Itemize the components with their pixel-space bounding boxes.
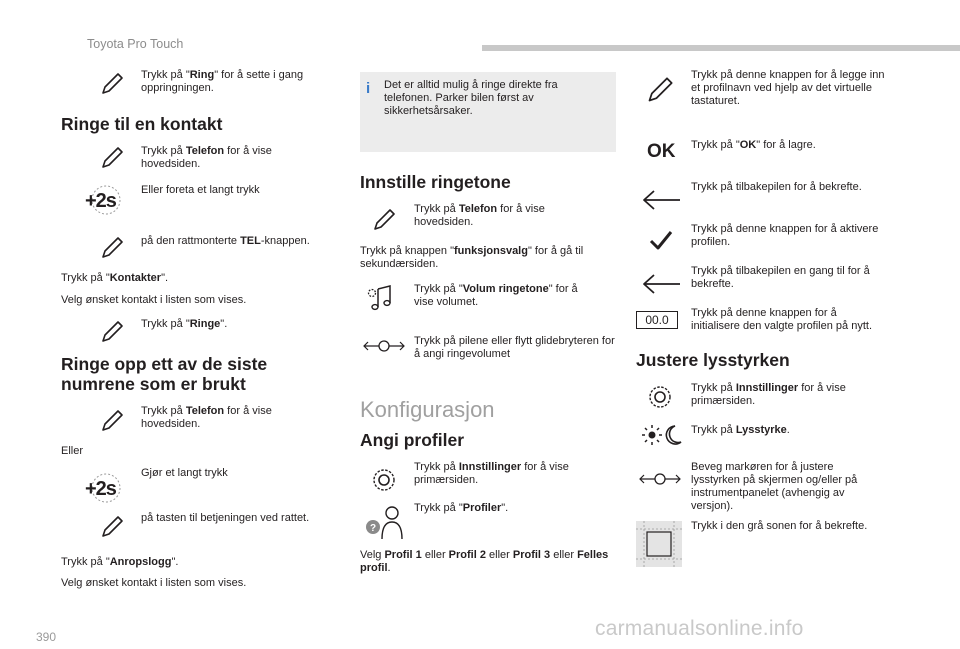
badge-2s: +2s	[85, 190, 116, 212]
info-note-text: Det er alltid mulig å ringe direkte fra telefonen. Parker bilen først av sikkerhetsårsaker.	[384, 79, 558, 117]
ring-text: Trykk på "Ring" for å sette i gang oppringningen.	[141, 69, 304, 94]
slider-arrows-icon	[638, 469, 682, 489]
profiles-settings-text: Trykk på Innstillinger for å vise primærsiden.	[414, 461, 569, 486]
ok-icon: OK	[647, 141, 676, 162]
heading-call-contact: Ringe til en kontakt	[61, 114, 223, 134]
recent-long-press-text: Gjør et langt trykk	[141, 467, 228, 479]
pen-icon	[100, 409, 124, 433]
info-icon: i	[366, 80, 371, 97]
pen-icon	[372, 208, 396, 232]
info-note	[360, 72, 616, 152]
grey-zone-icon	[636, 521, 682, 567]
contact-tel-text: på den rattmonterte TEL-knappen.	[141, 235, 310, 247]
heading-brightness: Justere lysstyrken	[636, 350, 790, 370]
music-note-settings-icon	[366, 283, 396, 313]
call-log-text: Trykk på "Anropslogg".	[61, 556, 179, 568]
gear-icon	[647, 384, 673, 410]
or-text: Eller	[61, 445, 84, 457]
profile-person-icon	[364, 505, 408, 541]
reset-profile-text: Trykk på denne knappen for å initialisere den valgte profilen på nytt.	[691, 307, 872, 332]
recent-key-text: på tasten til betjeningen ved rattet.	[141, 512, 310, 524]
ok-text: Trykk på "OK" for å lagre.	[691, 139, 816, 151]
choose-profile-text: Velg Profil 1 eller Profil 2 eller Profil 3 eller Felles profil.	[360, 549, 609, 574]
badge-2s: +2s	[85, 478, 116, 500]
recent-select-text: Velg ønsket kontakt i listen som vises.	[61, 577, 247, 589]
heading-recent-numbers: Ringe opp ett av de siste numrene som er brukt	[61, 354, 268, 394]
brightness-text: Trykk på Lysstyrke.	[691, 424, 790, 436]
heading-set-profiles: Angi profiler	[360, 430, 465, 450]
contact-phone-text: Trykk på Telefon for å vise hovedsiden.	[141, 145, 272, 170]
recent-phone-text: Trykk på Telefon for å vise hovedsiden.	[141, 405, 272, 430]
header-title: Toyota Pro Touch	[87, 37, 184, 51]
pen-icon	[100, 320, 124, 344]
watermark: carmanualsonline.info	[595, 617, 804, 640]
long-press-2s-icon	[84, 474, 128, 502]
grey-zone-text: Trykk i den grå sonen for å bekrefte.	[691, 520, 868, 532]
checkmark-icon	[648, 229, 674, 251]
heading-configuration: Konfigurasjon	[360, 397, 495, 422]
heading-ringtone: Innstille ringetone	[360, 172, 511, 192]
brightness-settings-text: Trykk på Innstillinger for å vise primærsiden.	[691, 382, 846, 407]
pen-icon	[100, 236, 124, 260]
back-arrow-icon	[642, 273, 682, 295]
back-arrow-text: Trykk på tilbakepilen for å bekrefte.	[691, 181, 862, 193]
pen-icon	[100, 146, 124, 170]
profiles-text: Trykk på "Profiler".	[414, 502, 509, 514]
svg-text:?: ?	[369, 523, 377, 534]
page-number: 390	[36, 630, 57, 644]
contact-ring-text: Trykk på "Ringe".	[141, 318, 228, 330]
contact-long-press-text: Eller foreta et langt trykk	[141, 184, 260, 196]
activate-profile-text: Trykk på denne knappen for å aktivere profilen.	[691, 223, 879, 248]
function-button-text: Trykk på knappen "funksjonsvalg" for å gå til sekundærsiden.	[360, 245, 584, 270]
back-arrow-again-text: Trykk på tilbakepilen en gang til for å bekrefte.	[691, 265, 870, 290]
slider-arrows-icon	[362, 336, 406, 356]
brightness-slider-text: Beveg markøren for å justere lysstyrken på skjermen og/eller på instrumentpanelet (avhengig av versjon).	[691, 461, 858, 512]
pen-icon	[646, 76, 674, 104]
pen-icon	[100, 515, 124, 539]
contact-select-text: Velg ønsket kontakt i listen som vises.	[61, 294, 247, 306]
header-bar	[482, 45, 960, 51]
back-arrow-icon	[642, 189, 682, 211]
long-press-2s-icon	[84, 186, 128, 214]
reset-profile-icon: 00.0	[636, 311, 678, 329]
slider-arrows-text: Trykk på pilene eller flytt glidebryteren for å angi ringevolumet	[414, 335, 615, 360]
ring-volume-text: Trykk på "Volum ringetone" for å vise volumet.	[414, 283, 578, 308]
gear-icon	[371, 467, 397, 493]
pen-icon	[100, 72, 124, 96]
sun-moon-icon	[641, 424, 683, 446]
profile-name-text: Trykk på denne knappen for å legge inn et profilnavn ved hjelp av det virtuelle tastaturet.	[691, 69, 885, 107]
contacts-text: Trykk på "Kontakter".	[61, 272, 169, 284]
ringtone-phone-text: Trykk på Telefon for å vise hovedsiden.	[414, 203, 545, 228]
